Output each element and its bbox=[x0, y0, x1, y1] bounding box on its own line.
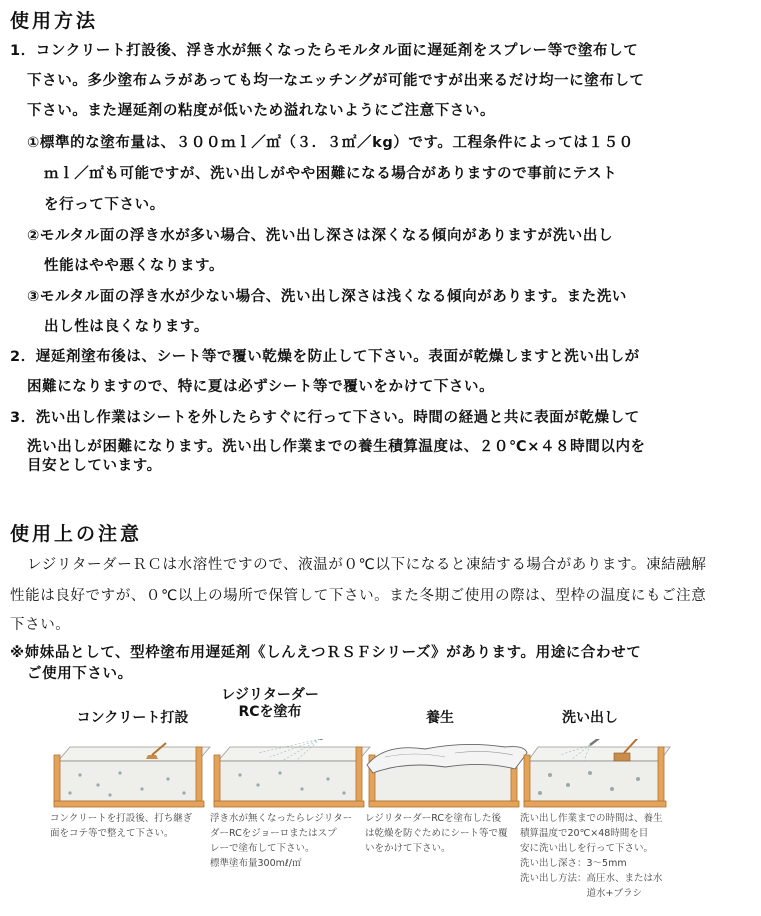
illustration-washing bbox=[520, 739, 690, 811]
usage-line: ③モルタル面の浮き水が少ない場合、洗い出し深さは浅くなる傾向があります。また洗い bbox=[27, 289, 628, 305]
step-caption: 洗い出し作業までの時間は、養生 積算温度で20℃×48時間を目 安に洗い出しを行って下さい。 洗い出し深さ：3～5mm 洗い出し方法：高圧水、または水 道水+ブラシ bbox=[520, 813, 663, 899]
step-caption: 浮き水が無くなったらレジリター ダーRCをジョーロまたはスプ レーで塗布して下さい。 標準塗布量300mℓ/㎡ bbox=[210, 813, 353, 869]
step-title: コンクリート打設 bbox=[76, 710, 189, 726]
caution-line: ご使用下さい。 bbox=[27, 666, 133, 682]
usage-line: 1．コンクリート打設後、浮き水が無くなったらモルタル面に遅延剤をスプレー等で塗布して bbox=[10, 43, 639, 59]
usage-line: 目安としています。 bbox=[27, 458, 162, 474]
step-title: 洗い出し bbox=[562, 710, 618, 726]
illustration-pouring bbox=[50, 739, 220, 811]
usage-line: ②モルタル面の浮き水が多い場合、洗い出し深さは深くなる傾向がありますが洗い出し bbox=[27, 228, 614, 244]
usage-line: 下さい。また遅延剤の粘度が低いため溢れないようにご注意下さい。 bbox=[27, 103, 496, 119]
illustration-applying bbox=[210, 739, 380, 811]
usage-line: を行って下さい。 bbox=[44, 197, 165, 213]
usage-heading: 使用方法 bbox=[10, 10, 99, 32]
step-caption: コンクリートを打設後、打ち継ぎ 面をコテ等で整えて下さい。 bbox=[50, 813, 193, 839]
caution-line: ※姉妹品として、型枠塗布用遅延剤《しんえつＲＳＦシリーズ》があります。用途に合わせて bbox=[10, 645, 642, 661]
usage-line: ①標準的な塗布量は、３００ｍｌ／㎡（３．３㎡／kg）です。工程条件によっては１５０ bbox=[27, 135, 634, 151]
step-panel-pouring bbox=[50, 695, 220, 910]
step-panel-applying bbox=[210, 687, 380, 910]
caution-line: 性能は良好ですが、０℃以上の場所で保管して下さい。また冬期ご使用の際は、型枠の温度にもご注意 bbox=[10, 588, 707, 604]
step-title: 養生 bbox=[426, 710, 454, 726]
step-panel-washing bbox=[520, 695, 690, 910]
caution-line: レジリターダーＲＣは水溶性ですので、液温が０℃以下になると凍結する場合があります。凍結融解 bbox=[27, 557, 707, 573]
usage-line: 性能はやや悪くなります。 bbox=[44, 258, 225, 274]
usage-line: ｍｌ／㎡も可能ですが、洗い出しがやや困難になる場合がありますので事前にテスト bbox=[44, 166, 618, 182]
usage-line: 2．遅延剤塗布後は、シート等で覆い乾燥を防止して下さい。表面が乾燥しますと洗い出しが bbox=[10, 349, 640, 365]
usage-line: 困難になりますので、特に夏は必ずシート等で覆いをかけて下さい。 bbox=[27, 379, 495, 395]
usage-line: 3．洗い出し作業はシートを外したらすぐに行って下さい。時間の経過と共に表面が乾燥して bbox=[10, 410, 640, 426]
caution-line: 下さい。 bbox=[10, 617, 71, 633]
usage-line: 下さい。多少塗布ムラがあっても均一なエッチングが可能ですが出来るだけ均一に塗布して bbox=[27, 73, 645, 89]
illustration-curing bbox=[365, 739, 535, 811]
usage-line: 洗い出しが困難になります。洗い出し作業までの養生積算温度は、２０℃×４８時間以内を bbox=[27, 439, 646, 455]
step-title: レジリターダー RCを塗布 bbox=[221, 687, 319, 720]
step-panel-curing bbox=[365, 695, 535, 910]
step-caption: レジリターダーRCを塗布した後 は乾燥を防ぐためにシート等で覆 いをかけて下さい。 bbox=[365, 813, 508, 854]
usage-line: 出し性は良くなります。 bbox=[44, 319, 209, 335]
caution-heading: 使用上の注意 bbox=[10, 523, 143, 545]
